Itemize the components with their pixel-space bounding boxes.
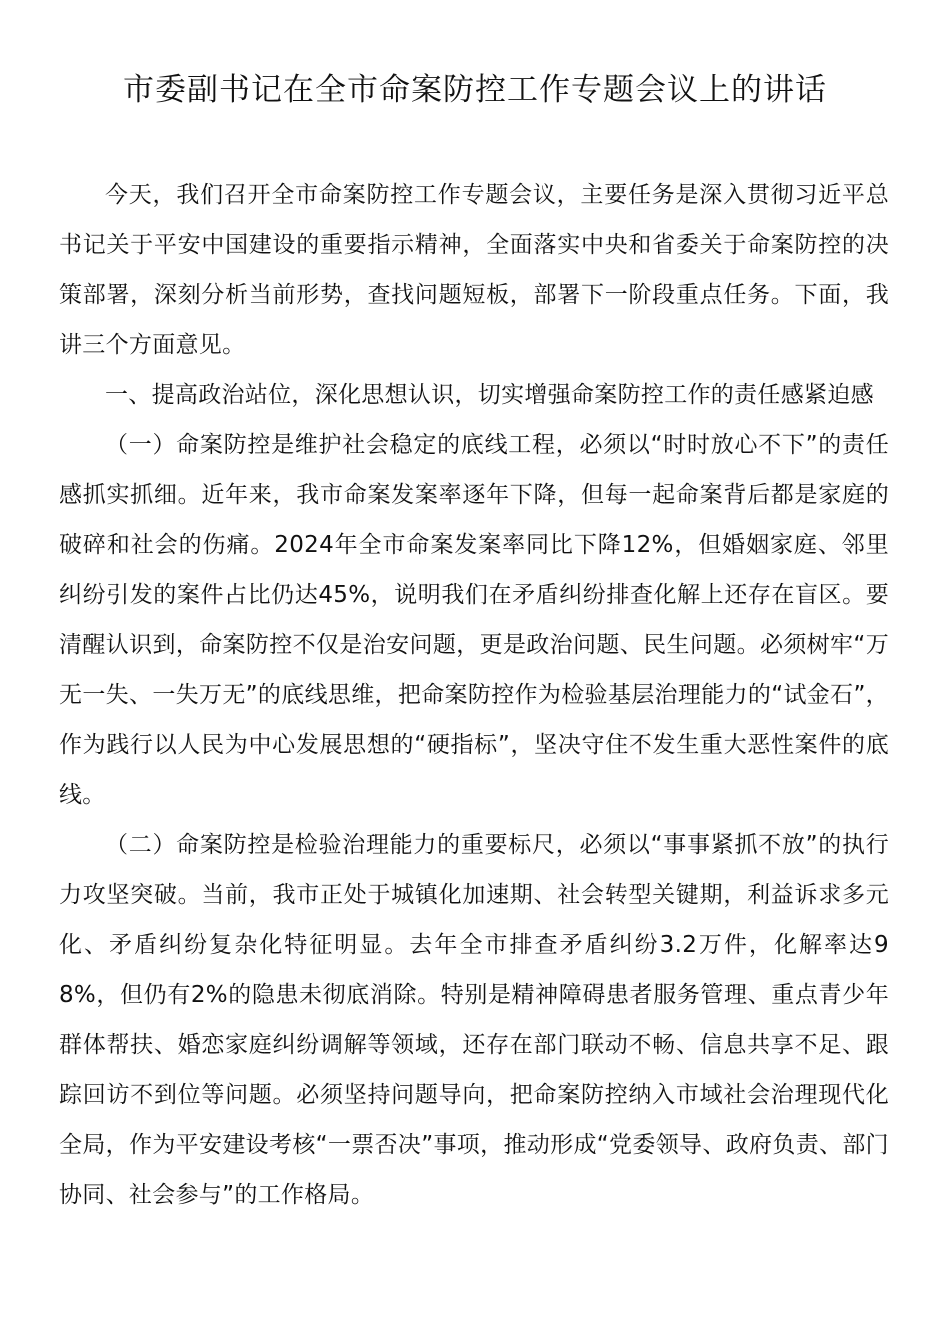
paragraph-intro: 今天，我们召开全市命案防控工作专题会议，主要任务是深入贯彻习近平总书记关于平安中国建设的重要指示精神，全面落实中央和省委关于命案防控的决策部署，深刻分析当前形势，查找问题短板，部署下一阶段重点任务。下面，我讲三个方面意见。 (59, 182, 889, 358)
document-body (59, 170, 889, 1220)
paragraph-subsection-1: （一）命案防控是维护社会稳定的底线工程，必须以“时时放心不下”的责任感抓实抓细。近年来，我市命案发案率逐年下降，但每一起命案背后都是家庭的破碎和社会的伤痛。2024年全市命案发案率同比下降12%，但婚姻家庭、邻里纠纷引发的案件占比仍达45%，说明我们在矛盾纠纷排查化解上还存在盲区。要清醒认识到，命案防控不仅是治安问题，更是政治问题、民生问题。必须树牢“万无一失、一失万无”的底线思维，把命案防控作为检验基层治理能力的“试金石”，作为践行以人民为中心发展思想的“硬指标”，坚决守住不发生重大恶性案件的底线。 (59, 432, 889, 808)
section-heading-1: 一、提高政治站位，深化思想认识，切实增强命案防控工作的责任感紧迫感 (105, 382, 874, 408)
paragraph-subsection-2: （二）命案防控是检验治理能力的重要标尺，必须以“事事紧抓不放”的执行力攻坚突破。当前，我市正处于城镇化加速期、社会转型关键期，利益诉求多元化、矛盾纠纷复杂化特征明显。去年全市排查矛盾纠纷3.2万件，化解率达98%，但仍有2%的隐患未彻底消除。特别是精神障碍患者服务管理、重点青少年群体帮扶、婚恋家庭纠纷调解等领域，还存在部门联动不畅、信息共享不足、跟踪回访不到位等问题。必须坚持问题导向，把命案防控纳入市域社会治理现代化全局，作为平安建设考核“一票否决”事项，推动形成“党委领导、政府负责、部门协同、社会参与”的工作格局。 (59, 832, 889, 1208)
document-title: 市委副书记在全市命案防控工作专题会议上的讲话 (123, 72, 827, 108)
